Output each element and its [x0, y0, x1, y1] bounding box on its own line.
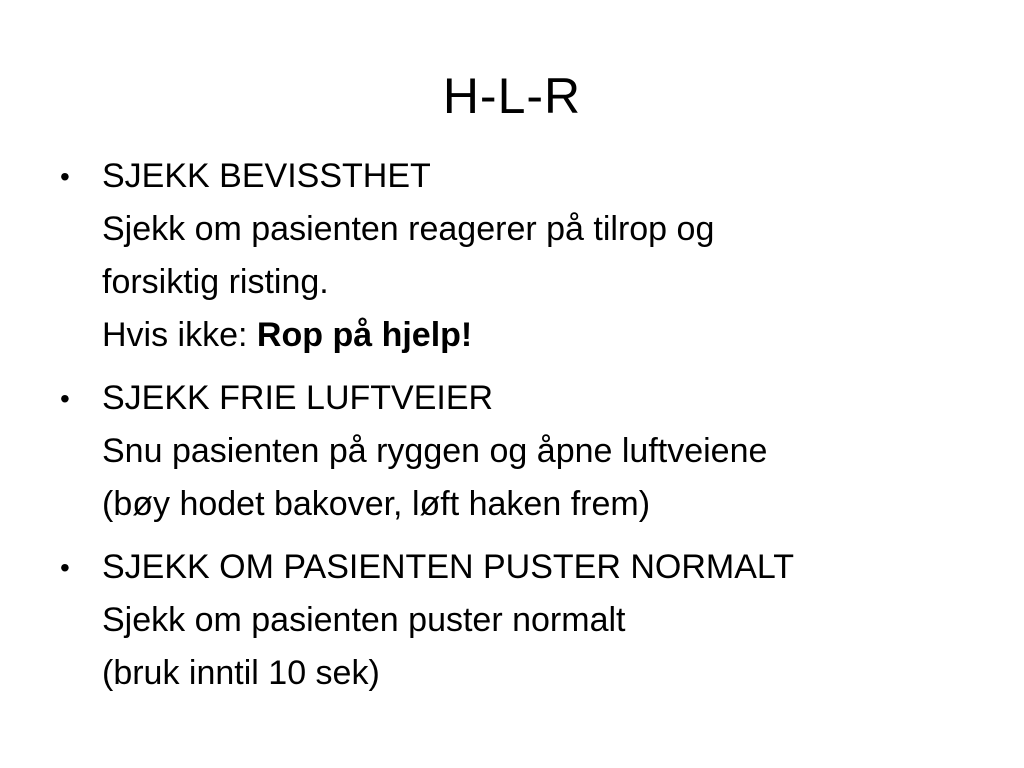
bullet-item-consciousness: [60, 150, 960, 362]
bullet-icon: •: [60, 552, 70, 583]
bullet-icon: •: [60, 161, 70, 192]
bullet-note-bold: Rop på hjelp!: [256, 316, 473, 354]
bullet-line: Snu pasienten på ryggen og åpne luftveiene: [102, 432, 768, 470]
bullet-item-breathing: [60, 541, 960, 700]
bullet-line: Sjekk om pasienten puster normalt: [102, 601, 626, 639]
bullet-line: forsiktig risting.: [102, 263, 329, 301]
bullet-line: Sjekk om pasienten reagerer på tilrop og: [102, 210, 715, 248]
bullet-heading: SJEKK FRIE LUFTVEIER: [102, 379, 494, 417]
bullet-note-prefix: Hvis ikke:: [102, 316, 257, 354]
bullet-list: [60, 150, 960, 710]
bullet-line: (bruk inntil 10 sek): [102, 654, 380, 692]
bullet-note: [102, 309, 960, 362]
slide-title: H-L-R: [442, 68, 582, 124]
bullet-line: (bøy hodet bakover, løft haken frem): [102, 485, 651, 523]
bullet-item-airways: [60, 372, 960, 531]
bullet-icon: •: [60, 383, 70, 414]
bullet-heading: SJEKK OM PASIENTEN PUSTER NORMALT: [102, 548, 795, 586]
bullet-heading: SJEKK BEVISSTHET: [102, 157, 431, 195]
